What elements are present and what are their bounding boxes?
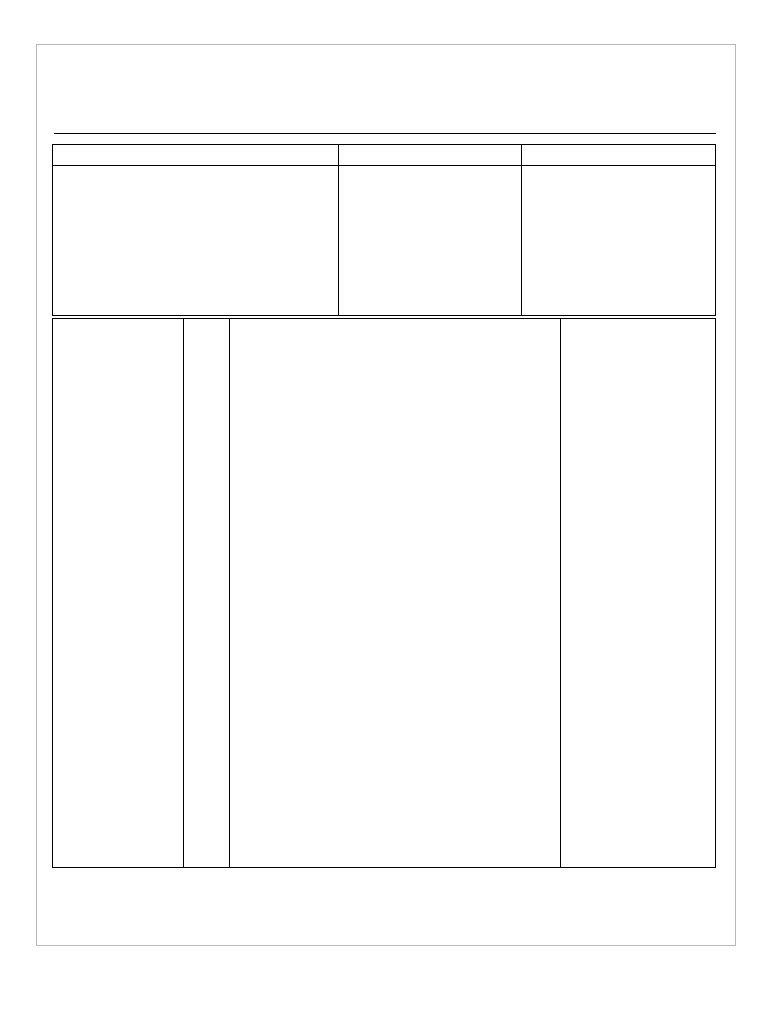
cut-data-box — [52, 318, 716, 868]
divider — [521, 145, 522, 315]
divider — [338, 145, 339, 315]
title-divider — [54, 133, 716, 134]
divider — [229, 319, 230, 867]
divider — [183, 319, 184, 867]
info-box — [52, 144, 716, 316]
divider — [53, 165, 715, 166]
divider — [560, 319, 561, 867]
